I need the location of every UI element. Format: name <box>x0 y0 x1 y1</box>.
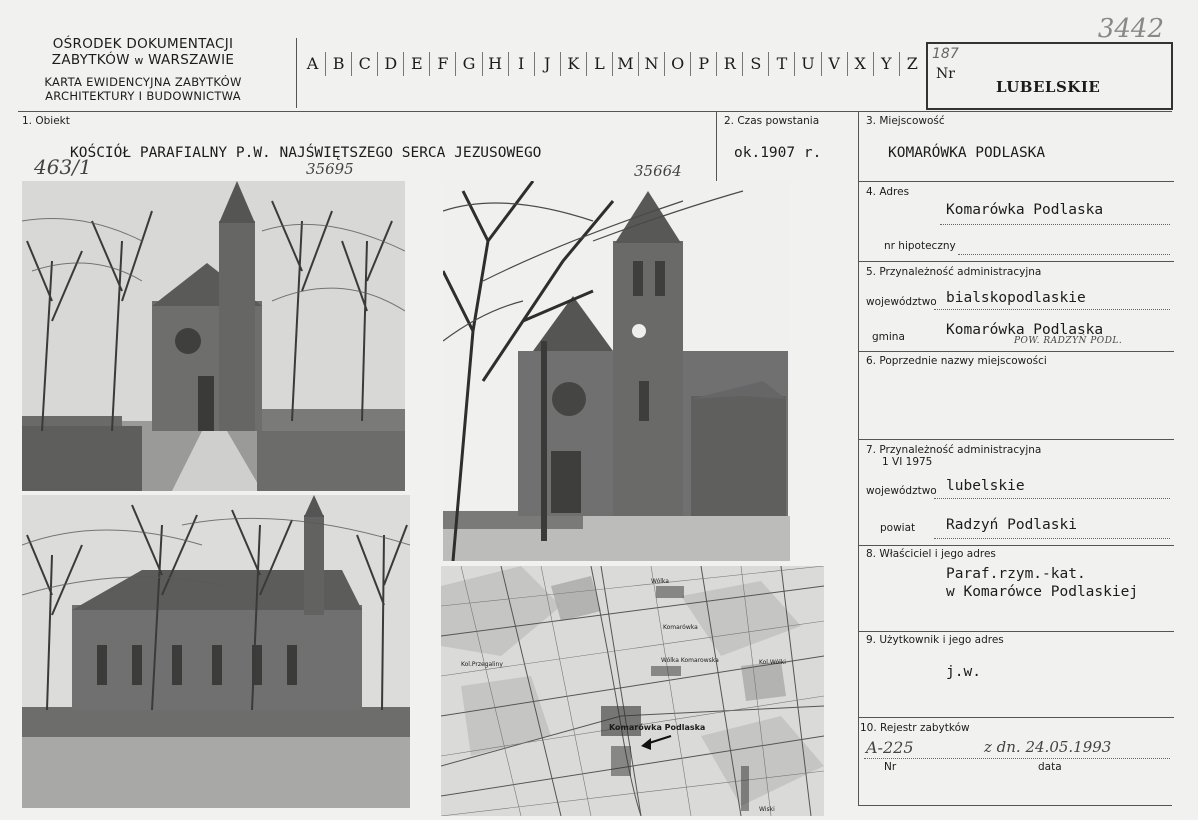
line-after-3 <box>858 181 1174 182</box>
photo1-number: 35695 <box>306 160 354 178</box>
map-label-wolka: Wólka <box>651 578 669 585</box>
alphabet-letter: J <box>535 52 561 76</box>
map-label-wiski: Wiski <box>759 806 775 813</box>
alphabet-letter: Y <box>874 52 900 76</box>
map-label-kol-przegaliny: Kol.Przegaliny <box>461 661 503 668</box>
dotline-woj <box>934 309 1170 310</box>
alphabet-letter: U <box>795 52 821 76</box>
alphabet-letter: M <box>613 52 639 76</box>
value-miejscowosc: KOMARÓWKA PODLASKA <box>888 145 1046 161</box>
card-title-line1: KARTA EWIDENCYJNA ZABYTKÓW <box>44 75 242 89</box>
value-uzytkownik: j.w. <box>946 664 981 680</box>
institution-header <box>38 36 248 103</box>
value-gmina: Komarówka Podlaska <box>946 322 1104 338</box>
region-name: LUBELSKIE <box>996 78 1101 96</box>
photo-church-front <box>22 181 405 491</box>
photo-church-side <box>22 495 410 808</box>
value-wojewodztwo-1975: lubelskie <box>946 478 1025 494</box>
line-after-8 <box>858 631 1174 632</box>
map-label-komarowka: Komarówka <box>663 624 698 631</box>
line-after-5 <box>858 351 1174 352</box>
location-map <box>441 566 824 816</box>
label-czas: 2. Czas powstania <box>724 115 820 127</box>
alphabet-letter: S <box>743 52 769 76</box>
label-przynaleznosc1975: 7. Przynależność administracyjna <box>866 444 1042 456</box>
alphabet-letter: G <box>456 52 482 76</box>
row-top-line <box>18 111 1172 112</box>
photo2-number: 35664 <box>634 162 682 180</box>
value-rejestr-date: z dn. 24.05.1993 <box>984 738 1112 756</box>
alphabet-letter: R <box>717 52 743 76</box>
label-przynaleznosc: 5. Przynależność administracyjna <box>866 266 1042 278</box>
value-obiekt: KOŚCIÓŁ PARAFIALNY P.W. NAJŚWIĘTSZEGO SERCA JEZUSOWEGO <box>70 145 542 161</box>
card-title-line2: ARCHITEKTURY I BUDOWNICTWA <box>45 89 241 103</box>
alphabet-letter: C <box>352 52 378 76</box>
alphabet-letter: A <box>300 52 326 76</box>
value-rejestr-nr: A-225 <box>866 738 914 757</box>
institution-line1: OŚRODEK DOKUMENTACJI <box>52 36 234 52</box>
label-powiat: powiat <box>880 522 916 534</box>
alphabet-letter: L <box>587 52 613 76</box>
alphabet-letter: K <box>561 52 587 76</box>
line-after-7 <box>858 545 1174 546</box>
line-after-6 <box>858 439 1174 440</box>
alphabet-letter: E <box>404 52 430 76</box>
alphabet-letter: D <box>378 52 404 76</box>
dotline-adres <box>940 224 1170 225</box>
value-wojewodztwo: bialskopodlaskie <box>946 290 1086 306</box>
bottom-line <box>858 805 1172 806</box>
archive-number: 3442 <box>1097 14 1164 44</box>
label-adres: 4. Adres <box>866 186 910 198</box>
alphabet-letter: B <box>326 52 352 76</box>
label-poprzednie: 6. Poprzednie nazwy miejscowości <box>866 355 1047 367</box>
label-miejscowosc: 3. Miejscowość <box>866 115 945 127</box>
obiekt-note: 463/1 <box>34 155 92 179</box>
label-date-1975: 1 VI 1975 <box>882 456 933 468</box>
line-after-4 <box>858 261 1174 262</box>
label-rejestr: 10. Rejestr zabytków <box>860 722 970 734</box>
value-czas: ok.1907 r. <box>734 145 822 161</box>
header-divider <box>296 38 297 108</box>
dotline-hipoteczny <box>958 254 1170 255</box>
dotline-rejestr <box>864 758 1170 759</box>
alphabet-letter: N <box>639 52 665 76</box>
label-hipoteczny: nr hipoteczny <box>884 240 956 252</box>
map-label-wolka-komarowska: Wólka Komarowska <box>661 657 719 664</box>
alphabet-letter: V <box>822 52 848 76</box>
label-gmina: gmina <box>872 331 905 343</box>
label-wlasciciel: 8. Właściciel i jego adres <box>866 548 996 560</box>
label-uzytkownik: 9. Użytkownik i jego adres <box>866 634 1004 646</box>
alphabet-index <box>300 52 925 76</box>
dotline-powiat <box>934 538 1170 539</box>
divider-right-column <box>858 111 859 805</box>
value-wlasciciel-1: Paraf.rzym.-kat. <box>946 566 1086 582</box>
value-adres: Komarówka Podlaska <box>946 202 1104 218</box>
divider-czas <box>716 111 717 181</box>
institution-line2: ZABYTKÓW w WARSZAWIE <box>51 52 235 68</box>
value-wlasciciel-2: w Komarówce Podlaskiej <box>946 584 1139 600</box>
map-label-kol-wolki: Kol.Wólki <box>759 659 786 666</box>
label-obiekt: 1. Obiekt <box>22 115 70 127</box>
alphabet-letter: F <box>430 52 456 76</box>
alphabet-letter: T <box>769 52 795 76</box>
nr-label: Nr <box>936 66 955 82</box>
alphabet-letter: P <box>691 52 717 76</box>
label-rejestr-data: data <box>1038 761 1062 773</box>
alphabet-letter: X <box>848 52 874 76</box>
nr-box <box>926 42 1173 110</box>
alphabet-letter: Z <box>906 54 918 73</box>
label-wojewodztwo: województwo <box>866 296 937 308</box>
gmina-note: POW. RADZYŃ PODL. <box>1014 336 1123 346</box>
map-label-place: Komarówka Podlaska <box>609 723 706 732</box>
label-wojewodztwo-1975: województwo <box>866 485 937 497</box>
alphabet-letter: I <box>509 52 535 76</box>
alphabet-letter: O <box>665 52 691 76</box>
photo-church-tower <box>443 181 790 561</box>
label-rejestr-nr: Nr <box>884 761 897 773</box>
dotline-woj-1975 <box>934 498 1170 499</box>
value-powiat: Radzyń Podlaski <box>946 517 1077 533</box>
alphabet-letter: H <box>483 52 509 76</box>
line-after-9 <box>858 717 1174 718</box>
nr-handwritten: 187 <box>932 46 959 62</box>
